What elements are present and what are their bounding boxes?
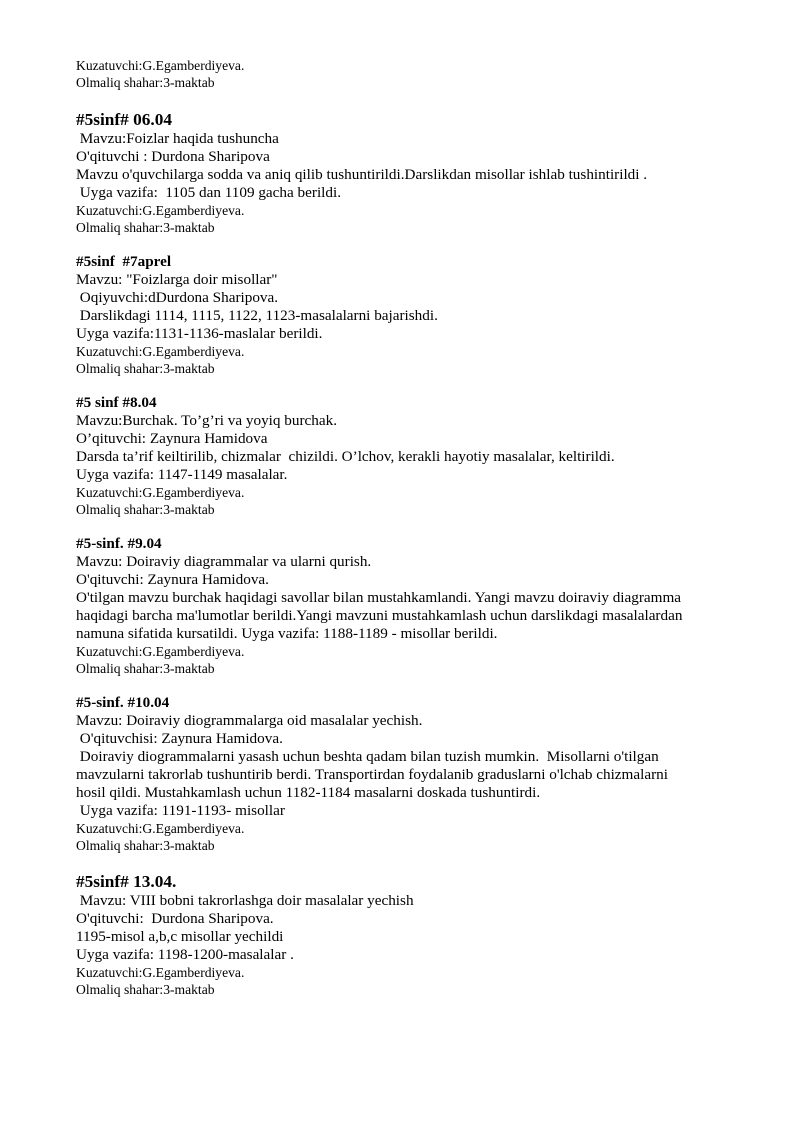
entry-teacher: O'qituvchi: Durdona Sharipova. xyxy=(76,910,274,927)
entry-text: mavzularni takrorlab tushuntirib berdi. Transportirdan foydalanib graduslarni o'lchab chizmalarni xyxy=(76,766,668,783)
lesson-entry xyxy=(76,535,736,677)
entry-teacher: O'qituvchi: Zaynura Hamidova. xyxy=(76,571,269,588)
document-page xyxy=(76,57,736,998)
school-line: Olmaliq shahar:3-maktab xyxy=(76,75,215,90)
entry-topic: Mavzu:Burchak. To’g’ri va yoyiq burchak. xyxy=(76,412,337,429)
entry-heading: #5-sinf. #10.04 xyxy=(76,694,170,711)
entry-topic: Mavzu: "Foizlarga doir misollar" xyxy=(76,271,278,288)
entry-text: Doiraviy diogrammalarni yasash uchun beshta qadam bilan tuzish mumkin. Misollarni o'tilgan xyxy=(76,748,659,765)
entry-teacher: O'qituvchi : Durdona Sharipova xyxy=(76,148,270,165)
school-line: Olmaliq shahar:3-maktab xyxy=(76,502,215,517)
entry-heading: #5sinf# 06.04 xyxy=(76,110,173,129)
entry-text: O'tilgan mavzu burchak haqidagi savollar bilan mustahkamlandi. Yangi mavzu doiraviy diagramma xyxy=(76,589,682,606)
entry-heading: #5 sinf #8.04 xyxy=(76,394,157,411)
entry-text: hosil qildi. Mustahkamlash uchun 1182-1184 masalarni doskada tushuntirdi. xyxy=(76,784,541,801)
observer-line: Kuzatuvchi:G.Egamberdiyeva. xyxy=(76,485,245,500)
observer-line: Kuzatuvchi:G.Egamberdiyeva. xyxy=(76,344,245,359)
entry-heading: #5sinf #7aprel xyxy=(76,253,172,270)
school-line: Olmaliq shahar:3-maktab xyxy=(76,661,215,676)
school-line: Olmaliq shahar:3-maktab xyxy=(76,220,215,235)
entry-homework: Uyga vazifa: 1105 dan 1109 gacha berildi. xyxy=(76,184,341,201)
entry-homework: namuna sifatida kursatildi. Uyga vazifa: 1188-1189 - misollar berildi. xyxy=(76,625,498,642)
entry-homework: Uyga vazifa: 1198-1200-masalalar . xyxy=(76,946,294,963)
observer-line: Kuzatuvchi:G.Egamberdiyeva. xyxy=(76,58,245,73)
lesson-entry xyxy=(76,253,736,377)
entry-topic: Mavzu: Doiraviy diagrammalar va ularni qurish. xyxy=(76,553,372,570)
top-footer xyxy=(76,57,736,91)
school-line: Olmaliq shahar:3-maktab xyxy=(76,838,215,853)
entry-heading: #5-sinf. #9.04 xyxy=(76,535,162,552)
entry-text: Darsda ta’rif keiltirilib, chizmalar chizildi. O’lchov, kerakli hayotiy masalalar, keltirildi. xyxy=(76,448,615,465)
entry-homework: Uyga vazifa: 1147-1149 masalalar. xyxy=(76,466,288,483)
entry-homework: Uyga vazifa:1131-1136-maslalar berildi. xyxy=(76,325,323,342)
entry-text: haqidagi barcha ma'lumotlar berildi.Yangi mavzuni mustahkamlash uchun darslikdagi masalalardan xyxy=(76,607,683,624)
lesson-entry xyxy=(76,871,736,998)
observer-line: Kuzatuvchi:G.Egamberdiyeva. xyxy=(76,203,245,218)
entry-heading: #5sinf# 13.04. xyxy=(76,872,177,891)
lesson-entry xyxy=(76,394,736,518)
entry-homework: Uyga vazifa: 1191-1193- misollar xyxy=(76,802,285,819)
lesson-entry xyxy=(76,694,736,854)
observer-line: Kuzatuvchi:G.Egamberdiyeva. xyxy=(76,965,245,980)
entry-topic: Mavzu: VIII bobni takrorlashga doir masalalar yechish xyxy=(76,892,414,909)
entry-text: Darslikdagi 1114, 1115, 1122, 1123-masalalarni bajarishdi. xyxy=(76,307,438,324)
entry-topic: Mavzu: Doiraviy diogrammalarga oid masalalar yechish. xyxy=(76,712,423,729)
entry-text: 1195-misol a,b,c misollar yechildi xyxy=(76,928,284,945)
observer-line: Kuzatuvchi:G.Egamberdiyeva. xyxy=(76,821,245,836)
school-line: Olmaliq shahar:3-maktab xyxy=(76,361,215,376)
entry-teacher: O’qituvchi: Zaynura Hamidova xyxy=(76,430,268,447)
entry-teacher: Oqiyuvchi:dDurdona Sharipova. xyxy=(76,289,279,306)
entry-teacher: O'qituvchisi: Zaynura Hamidova. xyxy=(76,730,283,747)
observer-line: Kuzatuvchi:G.Egamberdiyeva. xyxy=(76,644,245,659)
entry-topic: Mavzu:Foizlar haqida tushuncha xyxy=(76,130,279,147)
entry-text: Mavzu o'quvchilarga sodda va aniq qilib tushuntirildi.Darslikdan misollar ishlab tushintirildi . xyxy=(76,166,648,183)
school-line: Olmaliq shahar:3-maktab xyxy=(76,982,215,997)
lesson-entry xyxy=(76,109,736,236)
